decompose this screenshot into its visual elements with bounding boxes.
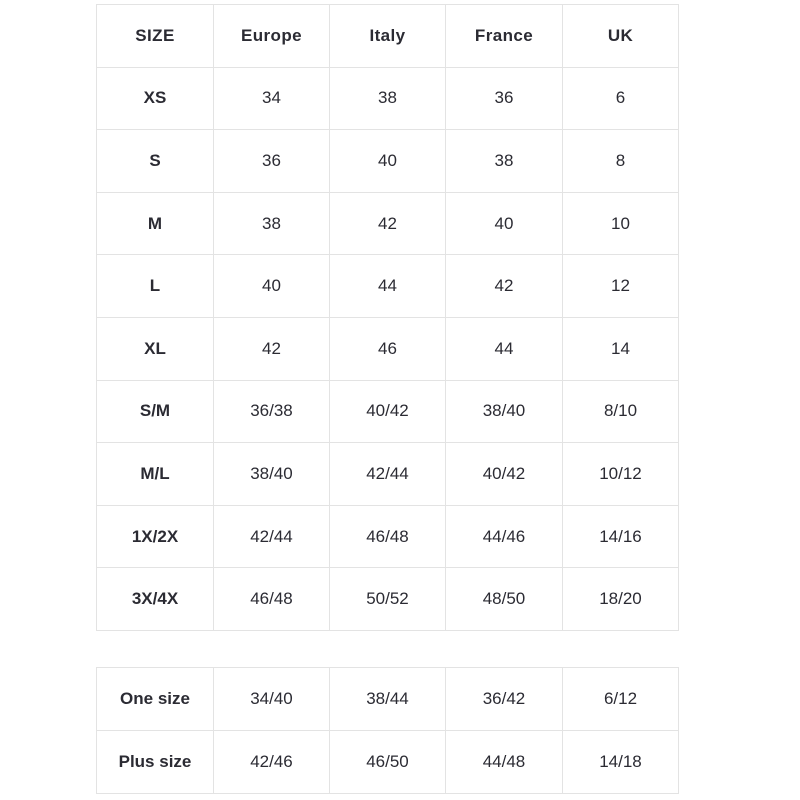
cell-france: 40	[446, 192, 563, 255]
table-row	[97, 443, 679, 506]
cell-europe: 46/48	[214, 568, 330, 631]
table-row	[97, 317, 679, 380]
table-row	[97, 192, 679, 255]
cell-france: 44/46	[446, 505, 563, 568]
table-row	[97, 380, 679, 443]
cell-france: 36	[446, 67, 563, 130]
cell-italy: 44	[330, 255, 446, 318]
one-size-plus-size-table	[96, 667, 679, 794]
cell-uk: 6/12	[563, 668, 679, 731]
cell-uk: 6	[563, 67, 679, 130]
cell-uk: 10/12	[563, 443, 679, 506]
cell-uk: 14/16	[563, 505, 679, 568]
column-header-italy: Italy	[330, 5, 446, 68]
cell-uk: 8	[563, 130, 679, 193]
cell-italy: 38	[330, 67, 446, 130]
table-row	[97, 568, 679, 631]
table-header-row	[97, 5, 679, 68]
cell-italy: 46/50	[330, 731, 446, 794]
row-label: M	[97, 192, 214, 255]
cell-europe: 40	[214, 255, 330, 318]
row-label: S	[97, 130, 214, 193]
row-label: Plus size	[97, 731, 214, 794]
table-row	[97, 505, 679, 568]
cell-italy: 40	[330, 130, 446, 193]
cell-france: 48/50	[446, 568, 563, 631]
cell-uk: 10	[563, 192, 679, 255]
row-label: M/L	[97, 443, 214, 506]
cell-uk: 12	[563, 255, 679, 318]
cell-europe: 36/38	[214, 380, 330, 443]
cell-france: 36/42	[446, 668, 563, 731]
cell-europe: 36	[214, 130, 330, 193]
cell-europe: 34	[214, 67, 330, 130]
table-row	[97, 67, 679, 130]
cell-uk: 14/18	[563, 731, 679, 794]
cell-france: 40/42	[446, 443, 563, 506]
cell-europe: 42/44	[214, 505, 330, 568]
row-label: One size	[97, 668, 214, 731]
cell-france: 44	[446, 317, 563, 380]
cell-france: 44/48	[446, 731, 563, 794]
column-header-uk: UK	[563, 5, 679, 68]
cell-uk: 8/10	[563, 380, 679, 443]
cell-france: 42	[446, 255, 563, 318]
cell-france: 38/40	[446, 380, 563, 443]
column-header-size: SIZE	[97, 5, 214, 68]
size-conversion-table	[96, 4, 679, 631]
row-label: L	[97, 255, 214, 318]
cell-italy: 46/48	[330, 505, 446, 568]
cell-italy: 40/42	[330, 380, 446, 443]
column-header-europe: Europe	[214, 5, 330, 68]
cell-italy: 42/44	[330, 443, 446, 506]
row-label: 1X/2X	[97, 505, 214, 568]
cell-europe: 42/46	[214, 731, 330, 794]
table-row	[97, 731, 679, 794]
column-header-france: France	[446, 5, 563, 68]
table-row	[97, 668, 679, 731]
cell-europe: 34/40	[214, 668, 330, 731]
cell-europe: 38	[214, 192, 330, 255]
cell-europe: 38/40	[214, 443, 330, 506]
row-label: 3X/4X	[97, 568, 214, 631]
cell-italy: 38/44	[330, 668, 446, 731]
cell-italy: 46	[330, 317, 446, 380]
cell-europe: 42	[214, 317, 330, 380]
cell-italy: 42	[330, 192, 446, 255]
row-label: XS	[97, 67, 214, 130]
cell-france: 38	[446, 130, 563, 193]
cell-italy: 50/52	[330, 568, 446, 631]
table-row	[97, 130, 679, 193]
table-row	[97, 255, 679, 318]
cell-uk: 14	[563, 317, 679, 380]
row-label: XL	[97, 317, 214, 380]
row-label: S/M	[97, 380, 214, 443]
cell-uk: 18/20	[563, 568, 679, 631]
